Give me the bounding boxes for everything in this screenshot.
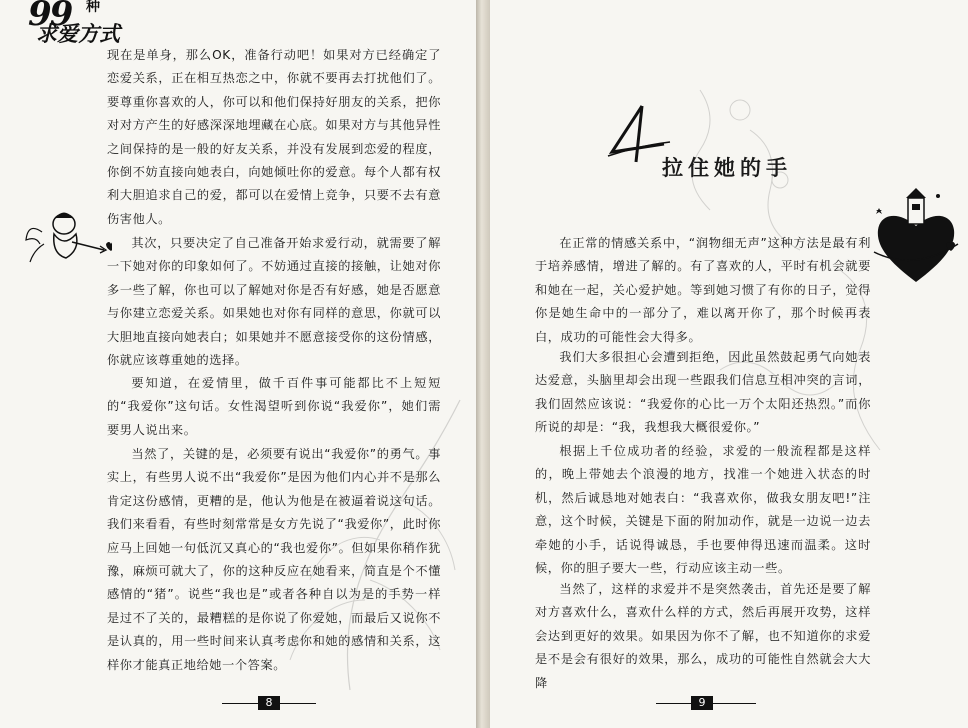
book-header-logo [28,0,120,46]
header-number: 99 [28,0,72,34]
right-paragraph-3: 根据上千位成功者的经验，求爱的一般流程都是这样的，晚上带她去个浪漫的地方，找准一个她进入状态的时机，然后诚恳地对她表白：“我喜欢你，做我女朋友吧!”注意，这个时候，关键是下面的附加动作，就是一边说一边去牵她的小手，话说得诚恳，手也要伸得迅速而温柔。这时候，你的胆子要大一些，行动应该主动一些。 [535,444,871,576]
left-paragraph-4: 当然了，关键的是，必须要有说出“我爱你”的勇气。事实上，有些男人说不出“我爱你”是因为他们内心并不是那么肯定这份感情，更糟的是，他认为他是在被逼着说这句话。我们来看看，有些时刻常常是女方先说了“我爱你”，此时你应马上回她一句低沉又真心的“我也爱你”。但如果你稍作犹豫，麻烦可就大了，你的这种反应在她看来，简直是个不懂感情的“猪”。说些“我也是”或者各种自以为是的手势一样是过不了关的，最糟糕的是你说了你爱她，而最后又说你不是认真的，用一些时间来认真考虑你和她的感情和关系，这样你才能真正地给她一个答案。 [107,447,441,672]
page-number: 9 [691,696,713,710]
left-paragraph-1: 现在是单身，那么OK，准备行动吧！如果对方已经确定了恋爱关系，正在相互热恋之中，你就不要再去打扰他们了。要尊重你喜欢的人，你可以和他们保持好朋友的关系，把你对对方产生的好感深深地埋藏在心底。如果对方与其他异性之间保持的是一般的好友关系，并没有发展到恋爱的程度，你倒不妨直接向她表白，向她倾吐你的爱意。每个人都有权利大胆追求自己的爱，都可以在爱情上竞争，只要不去有意伤害他人。 [107,48,441,226]
left-paragraph-2: 其次，只要决定了自己准备开始求爱行动，就需要了解一下她对你的印象如何了。不妨通过直接的接触，让她对你多一些了解，你也可以了解她对你是否有好感，她是否愿意与你建立恋爱关系。如果她也对你有同样的意思，你就可以大胆地直接向她表白；如果她并不愿意接受你的这份情感，你就应该尊重她的选择。 [107,236,441,368]
cupid-illustration [22,208,112,272]
heart-lighthouse-illustration [872,186,960,286]
right-paragraph-4: 当然了，这样的求爱并不是突然袭击，首先还是要了解对方喜欢什么，喜欢什么样的方式，然后再展开攻势，这样会达到更好的效果。如果因为你不了解，也不知道你的求爱是不是会有很好的效果，那么，成功的可能性自然就会大大降 [535,582,871,690]
header-title: 求爱方式 [36,21,120,46]
chapter-title: 拉住她的手 [662,156,792,180]
page-number: 8 [258,696,280,710]
book-gutter [476,0,490,728]
right-page [490,0,968,728]
right-paragraph-2: 我们大多很担心会遭到拒绝，因此虽然鼓起勇气向她表达爱意，头脑里却会出现一些跟我们信息互相冲突的言词，我们固然应该说：“我爱你的心比一万个太阳还热烈。”而你所说的却是：“我，我想我大概很爱你。” [535,350,871,435]
header-zhong: 种 [86,0,100,15]
left-page [0,0,476,728]
right-paragraph-1: 在正常的情感关系中，“润物细无声”这种方法是最有利于培养感情，增进了解的。有了喜欢的人，平时有机会就要和她在一起，关心爱护她。等到她习惯了有你的日子，觉得你是她生命中的一部分了，难以离开你了，那个时候再表白，成功的可能性会大得多。 [535,236,871,344]
left-paragraph-3: 要知道，在爱情里，做千百件事可能都比不上短短的“我爱你”这句话。女性渴望听到你说“我爱你”，她们需要男人说出来。 [107,376,441,437]
